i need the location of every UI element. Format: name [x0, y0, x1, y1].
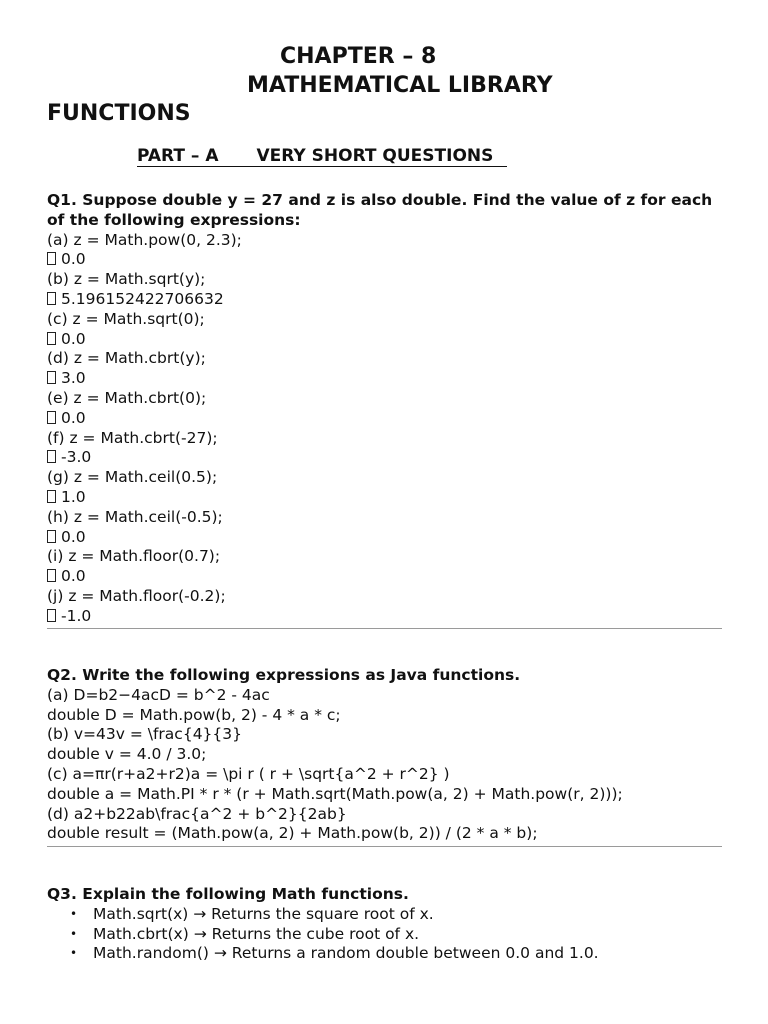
q2-line: (a) D=b2−4acD = b^2 - 4ac: [47, 685, 270, 704]
list-item: [47, 925, 722, 945]
bullet-icon: •: [70, 926, 78, 941]
question-2: [47, 666, 722, 844]
q1-answer-value: 0.0: [61, 250, 86, 269]
q2-line: double D = Math.pow(b, 2) - 4 * a * c;: [47, 705, 341, 724]
q1-expression: (f) z = Math.cbrt(-27);: [47, 428, 218, 447]
q1-answer-value: 0.0: [61, 408, 86, 427]
arrow-glyph-icon: [47, 332, 56, 345]
chapter-heading: CHAPTER – 8: [280, 44, 437, 69]
list-item: [47, 944, 722, 964]
arrow-glyph-icon: [47, 371, 56, 384]
section-divider: [47, 628, 722, 629]
arrow-glyph-icon: [47, 530, 56, 543]
question-1-items: [47, 231, 722, 627]
q1-answer-value: -3.0: [61, 448, 92, 467]
chapter-title-line-1: MATHEMATICAL LIBRARY: [247, 73, 553, 98]
q1-answer-value: 1.0: [61, 487, 86, 506]
arrow-glyph-icon: [47, 252, 56, 265]
section-divider: [47, 846, 722, 847]
q2-line: (c) a=πr(r+a2+r2)a = \pi r ( r + \sqrt{a^2 + r^2} ): [47, 764, 450, 783]
q1-answer-value: -1.0: [61, 606, 92, 625]
q1-answer: [47, 607, 722, 627]
part-title: VERY SHORT QUESTIONS: [256, 146, 494, 166]
q1-expression: (e) z = Math.cbrt(0);: [47, 388, 207, 407]
q2-line: double v = 4.0 / 3.0;: [47, 745, 207, 764]
q2-line: (b) v=43v = \frac{4}{3}: [47, 725, 242, 744]
q1-expression: (i) z = Math.floor(0.7);: [47, 547, 221, 566]
q2-line: double a = Math.PI * r * (r + Math.sqrt(Math.pow(a, 2) + Math.pow(r, 2)));: [47, 784, 623, 803]
q3-bullet-list: [47, 905, 722, 964]
arrow-glyph-icon: [47, 569, 56, 582]
q1-answer: [47, 448, 722, 468]
bullet-icon: •: [70, 906, 78, 921]
question-3: [47, 885, 722, 964]
q1-expression: (j) z = Math.floor(-0.2);: [47, 586, 226, 605]
q1-answer: [47, 488, 722, 508]
q2-line: (d) a2+b22ab\frac{a^2 + b^2}{2ab}: [47, 804, 347, 823]
arrow-glyph-icon: [47, 411, 56, 424]
q1-answer: [47, 567, 722, 587]
q1-answer: [47, 528, 722, 548]
q1-answer: [47, 250, 722, 270]
q1-answer-value: 0.0: [61, 567, 86, 586]
arrow-glyph-icon: [47, 292, 56, 305]
bullet-icon: •: [70, 946, 78, 961]
question-3-title: Q3. Explain the following Math functions.: [47, 885, 409, 903]
part-label: PART – A: [137, 146, 219, 166]
q1-expression: (b) z = Math.sqrt(y);: [47, 270, 206, 289]
list-item-text: Math.cbrt(x) → Returns the cube root of x.: [93, 924, 420, 943]
arrow-glyph-icon: [47, 609, 56, 622]
q1-answer: [47, 330, 722, 350]
q1-answer-value: 5.196152422706632: [61, 289, 224, 308]
q1-answer: [47, 290, 722, 310]
question-2-title: Q2. Write the following expressions as Java functions.: [47, 666, 521, 684]
question-1-title: Q1. Suppose double y = 27 and z is also double. Find the value of z for each of the following expressions:: [47, 191, 713, 229]
q1-answer-value: 3.0: [61, 369, 86, 388]
q1-answer: [47, 409, 722, 429]
q2-line: double result = (Math.pow(a, 2) + Math.pow(b, 2)) / (2 * a * b);: [47, 824, 538, 843]
q1-answer-value: 0.0: [61, 329, 86, 348]
list-item-text: Math.random() → Returns a random double between 0.0 and 1.0.: [93, 944, 599, 963]
q1-answer: [47, 369, 722, 389]
q1-expression: (a) z = Math.pow(0, 2.3);: [47, 230, 242, 249]
question-1: [47, 191, 722, 627]
list-item: [47, 905, 722, 925]
q1-expression: (d) z = Math.cbrt(y);: [47, 349, 206, 368]
q1-expression: (h) z = Math.ceil(-0.5);: [47, 507, 223, 526]
q1-expression: (g) z = Math.ceil(0.5);: [47, 468, 218, 487]
part-heading: [137, 146, 507, 167]
q1-expression: (c) z = Math.sqrt(0);: [47, 309, 205, 328]
list-item-text: Math.sqrt(x) → Returns the square root of x.: [93, 904, 434, 923]
arrow-glyph-icon: [47, 490, 56, 503]
arrow-glyph-icon: [47, 450, 56, 463]
chapter-title-line-2: FUNCTIONS: [47, 101, 191, 126]
q1-answer-value: 0.0: [61, 527, 86, 546]
